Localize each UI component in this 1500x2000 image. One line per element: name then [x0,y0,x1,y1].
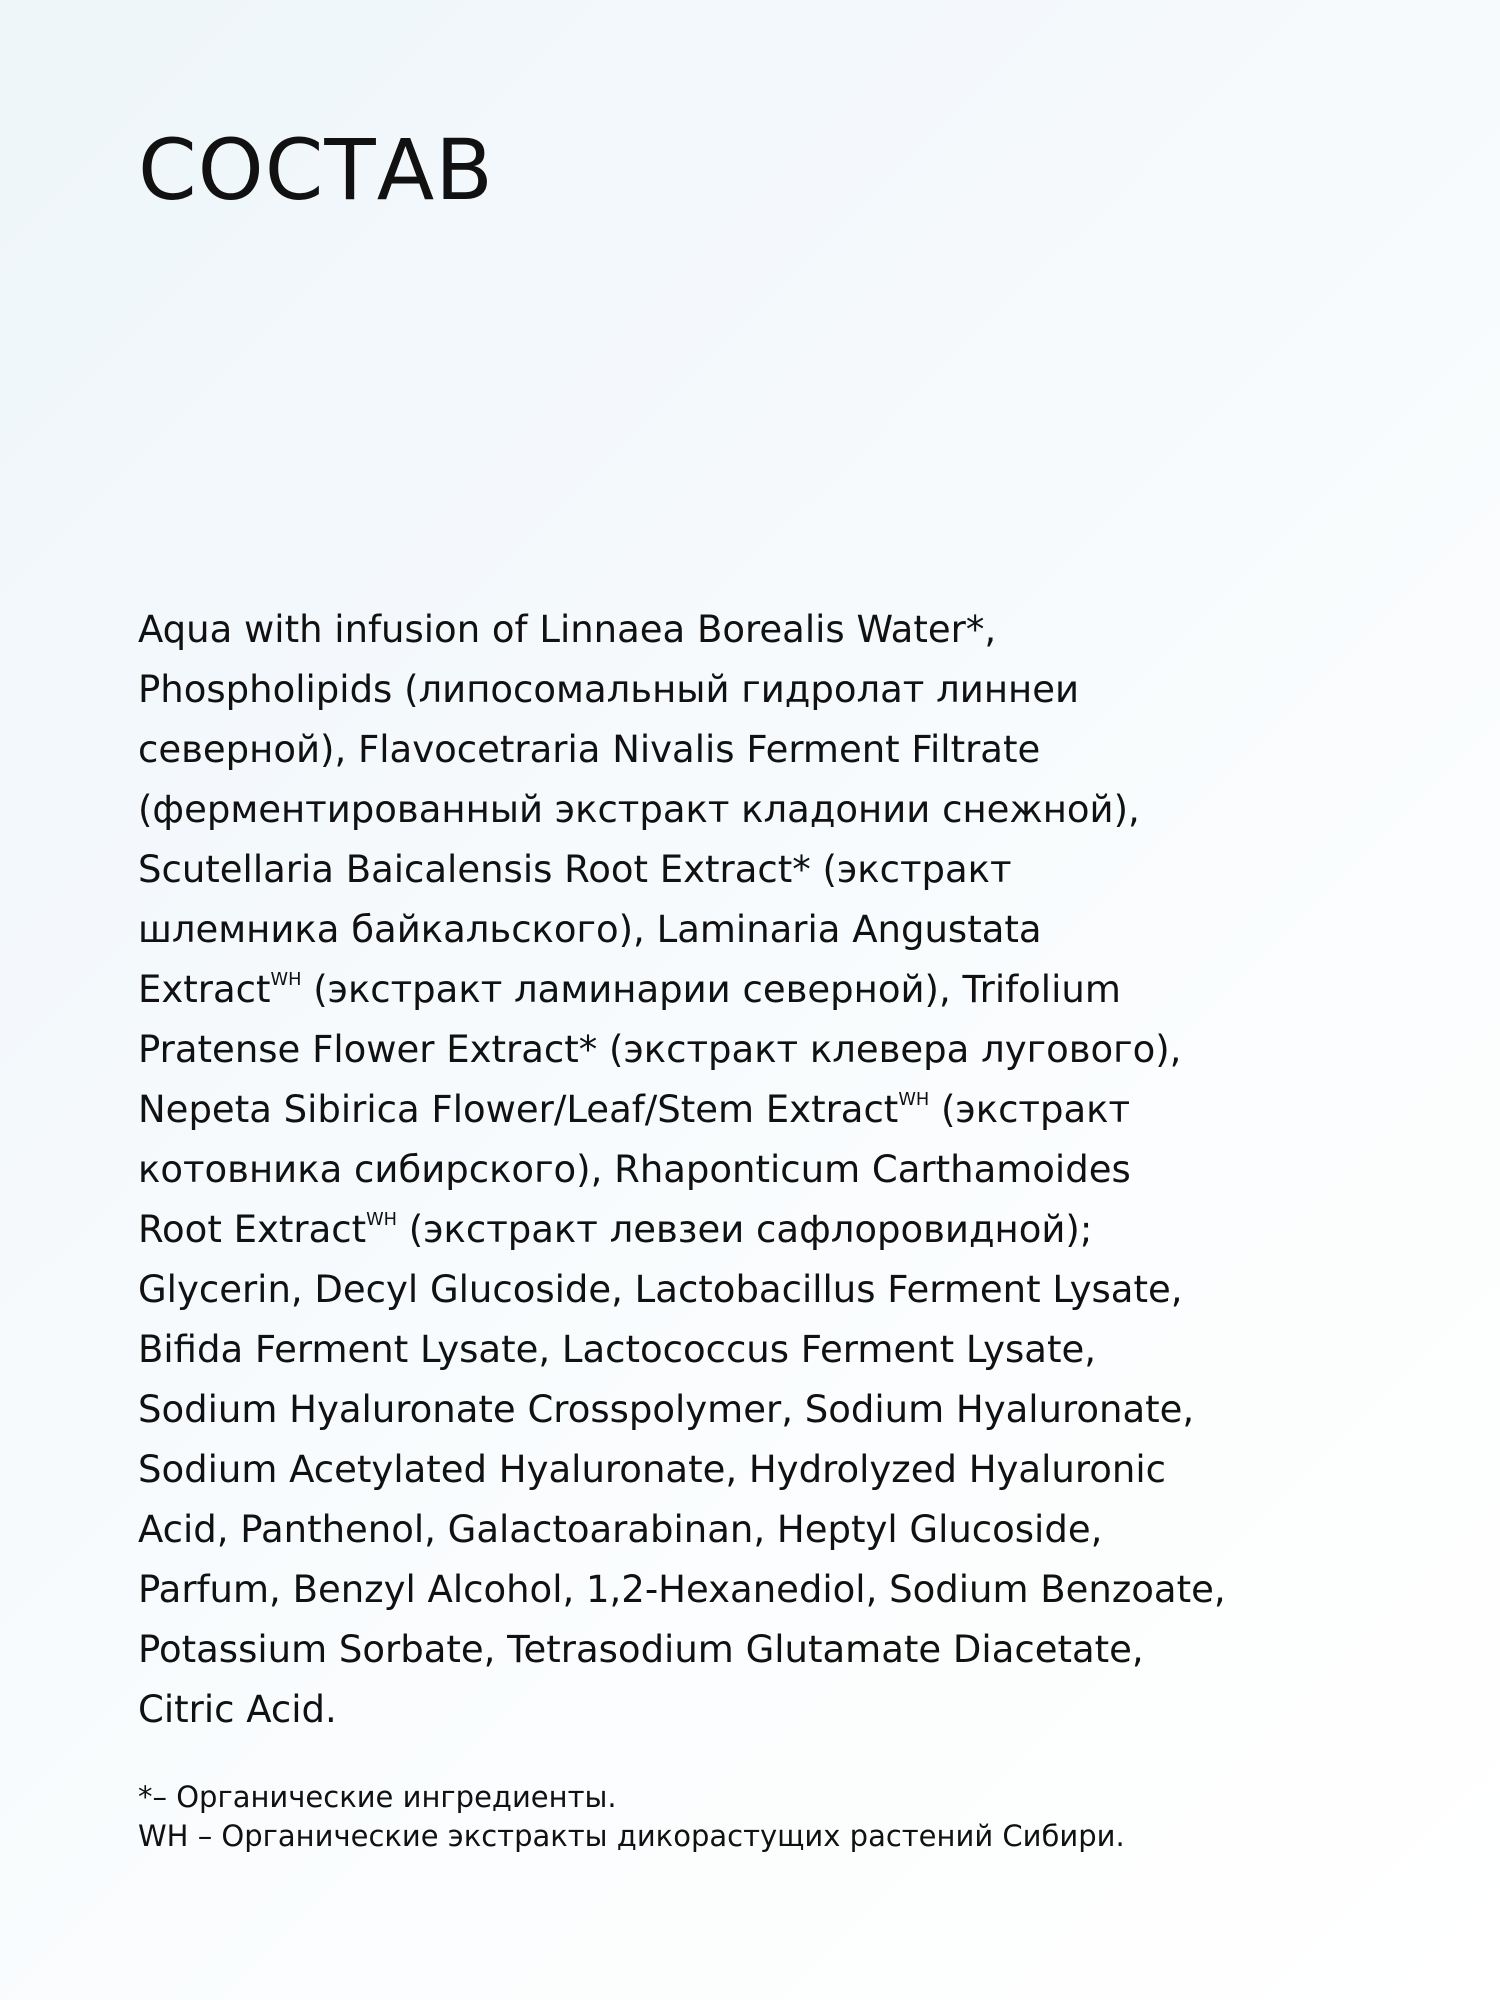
ingredient-line: Sodium Acetylated Hyaluronate, Hydrolyzed Hyaluronic [138,1448,1166,1491]
wh-superscript: WH [270,970,302,991]
ingredients-list [138,600,1378,1740]
ingredient-line: Citric Acid. [138,1688,337,1731]
ingredient-line: Potassium Sorbate, Tetrasodium Glutamate Diacetate, [138,1628,1144,1671]
ingredient-line: Acid, Panthenol, Galactoarabinan, Heptyl Glucoside, [138,1508,1103,1551]
ingredient-text: (экстракт [929,1088,1131,1131]
ingredient-line: Aqua with infusion of Linnaea Borealis Water*, [138,608,997,651]
ingredient-line: Parfum, Benzyl Alcohol, 1,2-Hexanediol, Sodium Benzoate, [138,1568,1226,1611]
ingredient-text: Nepeta Sibirica Flower/Leaf/Stem Extract [138,1088,899,1131]
wh-superscript: WH [366,1210,398,1231]
ingredient-line: северной), Flavocetraria Nivalis Ferment Filtrate [138,728,1041,771]
ingredient-text: (экстракт ламинарии северной), Trifolium [301,968,1121,1011]
ingredient-line: Pratense Flower Extract* (экстракт клевера лугового), [138,1028,1182,1071]
ingredient-text: Root Extract [138,1208,367,1251]
ingredient-line [138,1200,1378,1260]
page-title: СОСТАВ [138,121,494,219]
ingredient-line: (ферментированный экстракт кладонии снежной), [138,788,1140,831]
ingredient-line: котовника сибирского), Rhaponticum Carthamoides [138,1148,1131,1191]
ingredient-line: шлемника байкальского), Laminaria Angustata [138,908,1042,951]
ingredient-line: Bifida Ferment Lysate, Lactococcus Ferment Lysate, [138,1328,1096,1371]
ingredient-line: Phospholipids (липосомальный гидролат линнеи [138,668,1080,711]
ingredient-line: Glycerin, Decyl Glucoside, Lactobacillus Ferment Lysate, [138,1268,1183,1311]
ingredient-line [138,960,1378,1020]
ingredient-text: (экстракт левзеи сафлоровидной); [397,1208,1093,1251]
footnote-organic: *– Органические ингредиенты. [138,1780,617,1814]
ingredient-text: Extract [138,968,271,1011]
footnote-wh: WH – Органические экстракты дикорастущих растений Сибири. [138,1819,1125,1853]
ingredient-line: Scutellaria Baicalensis Root Extract* (экстракт [138,848,1012,891]
ingredient-line: Sodium Hyaluronate Crosspolymer, Sodium Hyaluronate, [138,1388,1195,1431]
ingredient-line [138,1080,1378,1140]
wh-superscript: WH [898,1090,930,1111]
footnotes [138,1778,1378,1856]
